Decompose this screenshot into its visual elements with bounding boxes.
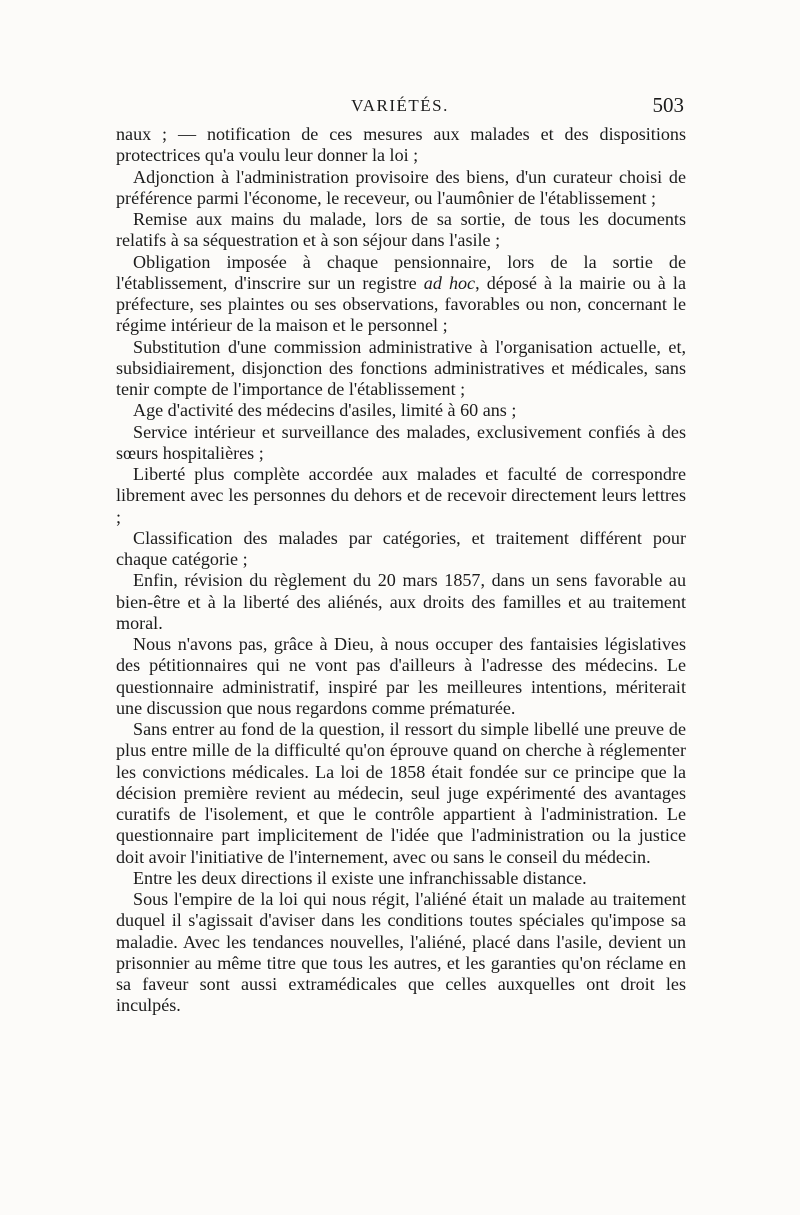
paragraph-loi-1858: Sans entrer au fond de la question, il ressort du simple libellé une preuve de plus entre mille de la difficulté qu'on éprouve quand on cherche à réglementer les convictions médicales. La loi de 1858 était fondée sur ce principe que la décision première revient au médecin, seul juge expérimenté des avantages curatifs de l'isolement, et que le contrôle appartient à l'administration. Le questionnaire part implicitement de l'idée que l'administration ou la justice doit avoir l'initiative de l'internement, avec ou sans le conseil du médecin. bbox=[116, 719, 686, 867]
paragraph-revision-reglement: Enfin, révision du règlement du 20 mars 1857, dans un sens favorable au bien-être et à la liberté des aliénés, aux droits des familles et au traitement moral. bbox=[116, 570, 686, 633]
body-text bbox=[116, 124, 686, 1017]
paragraph-liberte-correspondance: Liberté plus complète accordée aux malades et faculté de correspondre librement avec les personnes du dehors et de recevoir directement leurs lettres ; bbox=[116, 464, 686, 527]
paragraph-age-activite: Age d'activité des médecins d'asiles, limité à 60 ans ; bbox=[133, 400, 517, 421]
paragraph-classification: Classification des malades par catégories, et traitement différent pour chaque catégorie ; bbox=[116, 527, 686, 569]
paragraph-empire-loi: Sous l'empire de la loi qui nous régit, l'aliéné était un malade au traitement duquel il s'agissait d'aviser dans les conditions toutes spéciales qu'impose sa maladie. Avec les tendances nouvelles, l'aliéné, placé dans l'asile, devient un prisonnier au même titre que tous les autres, et les garanties qu'on réclame en sa faveur sont aussi extramédicales que celles auxquelles ont droit les inculpés. bbox=[116, 889, 686, 1016]
paragraph-fantaisies-legislatives: Nous n'avons pas, grâce à Dieu, à nous occuper des fantaisies législatives des pétitionnaires qui ne vont pas d'ailleurs à l'adresse des médecins. Le questionnaire administratif, inspiré par les meilleures intentions, mériterait une discussion que nous regardons comme prématurée. bbox=[116, 634, 686, 718]
paragraph-deux-directions: Entre les deux directions il existe une infranchissable distance. bbox=[133, 867, 587, 888]
paragraph-continuation: naux ; — notification de ces mesures aux malades et des dispositions protectrices qu'a voulu leur donner la loi ; bbox=[116, 124, 686, 166]
paragraph-commission-administrative: Substitution d'une commission administrative à l'organisation actuelle, et, subsidiairement, disjonction des fonctions administratives et médicales, sans tenir compte de l'importance de l'établissement ; bbox=[116, 336, 686, 399]
paragraph-curateur: Adjonction à l'administration provisoire des biens, d'un curateur choisi de préférence parmi l'économe, le receveur, ou l'aumônier de l'établissement ; bbox=[116, 166, 686, 208]
paragraph-obligation-registre: Obligation imposée à chaque pensionnaire, lors de la sortie de l'établissement, d'inscrire sur un registre ad hoc, déposé à la mairie ou à la préfecture, ses plaintes ou ses observations, favorables ou non, concernant le régime intérieur de la maison et le personnel ; bbox=[116, 251, 686, 336]
running-head bbox=[116, 93, 684, 124]
paragraph-remise-documents: Remise aux mains du malade, lors de sa sortie, de tous les documents relatifs à sa séquestration et à son séjour dans l'asile ; bbox=[116, 209, 686, 251]
running-title: VARIÉTÉS. bbox=[351, 96, 449, 115]
paragraph-service-interieur: Service intérieur et surveillance des malades, exclusivement confiés à des sœurs hospitalières ; bbox=[116, 421, 686, 463]
page-number: 503 bbox=[652, 93, 684, 117]
